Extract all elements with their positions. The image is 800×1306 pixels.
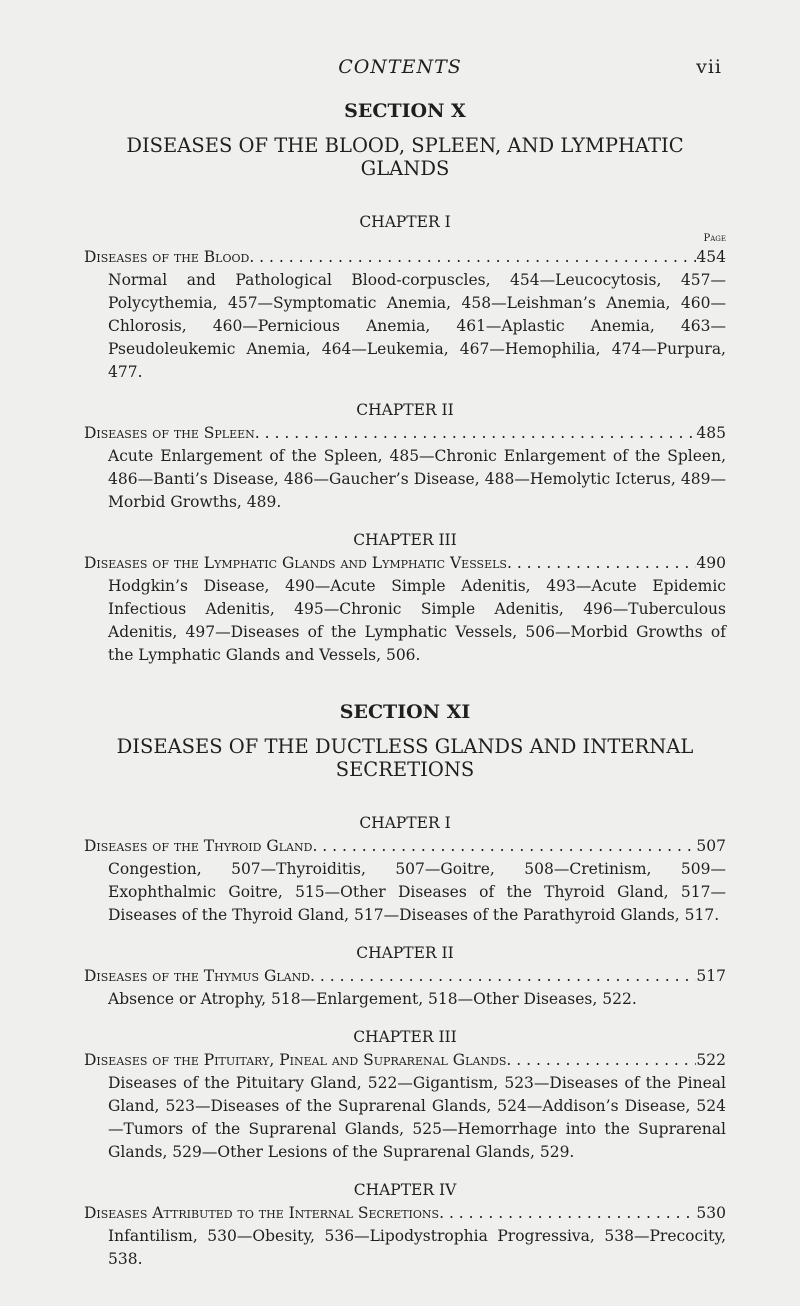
leader-dots (310, 965, 696, 988)
toc-entry-title: Diseases of the Pituitary, Pineal and Suprarenal Glands (84, 1051, 507, 1069)
chapter-heading: CHAPTER I (359, 814, 451, 832)
chapter-description: Hodgkin’s Disease, 490—Acute Simple Adenitis, 493—Acute Epidemic Infectious Adenitis, 495—Chronic Simple Adenitis, 496—Tuberculous Adenitis, 497—Diseases of the Lymphatic Vessels, 506—Morbid Growths of the Lymphatic Glands and Vessels, 506. (108, 577, 726, 664)
chapter-heading: CHAPTER IV (353, 1181, 457, 1199)
leader-dots (439, 1202, 696, 1225)
toc-entry-title: Diseases Attributed to the Internal Secretions (84, 1204, 440, 1222)
toc-entry-title: Diseases of the Blood (84, 248, 250, 266)
toc-entry-page: 517 (696, 967, 726, 985)
page-column-label: Page (703, 233, 726, 244)
toc-entry-title: Diseases of the Thyroid Gland (84, 837, 313, 855)
leader-dots (506, 1049, 696, 1072)
chapter-heading: CHAPTER II (356, 944, 454, 962)
chapter-heading: CHAPTER III (353, 531, 457, 549)
section-subtitle-line: SECRETIONS (335, 758, 475, 781)
section-subtitle-line: DISEASES OF THE BLOOD, SPLEEN, AND LYMPHATIC (126, 134, 684, 157)
toc-entry[interactable] (84, 422, 726, 445)
running-head-title: CONTENTS (338, 56, 462, 78)
toc-entry-page: 490 (696, 554, 726, 572)
toc-entry-title: Diseases of the Thymus Gland (84, 967, 311, 985)
toc-entry-title: Diseases of the Spleen (84, 424, 255, 442)
section-subtitle-line: DISEASES OF THE DUCTLESS GLANDS AND INTERNAL (116, 735, 694, 758)
toc-entry-title: Diseases of the Lymphatic Glands and Lymphatic Vessels (84, 554, 507, 572)
toc-entry-page: 522 (696, 1051, 726, 1069)
toc-entry-page: 485 (696, 424, 726, 442)
toc-entry-page: 454 (696, 248, 726, 266)
leader-dots (312, 835, 696, 858)
chapter-description: Acute Enlargement of the Spleen, 485—Chronic Enlargement of the Spleen, 486—Banti’s Disease, 486—Gaucher’s Disease, 488—Hemolytic Icterus, 489—Morbid Growths, 489. (108, 447, 726, 511)
section-subtitle (84, 735, 726, 781)
toc-entry-page: 507 (696, 837, 726, 855)
toc-entry[interactable] (84, 965, 726, 988)
section-subtitle-line: GLANDS (360, 157, 450, 180)
chapter-heading: CHAPTER III (353, 1028, 457, 1046)
contents-body (84, 96, 726, 1271)
chapter-heading: CHAPTER II (356, 401, 454, 419)
chapter-description: Normal and Pathological Blood-corpuscles, 454—Leucocytosis, 457—Polycythemia, 457—Symptomatic Anemia, 458—Leishman’s Anemia, 460—Chlorosis, 460—Pernicious Anemia, 461—Aplastic Anemia, 463—Pseudoleukemic Anemia, 464—Leukemia, 467—Hemophilia, 474—Purpura, 477. (108, 271, 726, 381)
page-number: vii (696, 56, 722, 78)
toc-entry-page: 530 (696, 1204, 726, 1222)
section-heading: SECTION XI (339, 701, 471, 723)
toc-entry[interactable] (84, 1049, 726, 1072)
running-head (0, 56, 800, 80)
chapter-description: Congestion, 507—Thyroiditis, 507—Goitre, 508—Cretinism, 509—Exophthalmic Goitre, 515—Other Diseases of the Thyroid Gland, 517—Diseases of the Thyroid Gland, 517—Diseases of the Parathyroid Glands, 517. (108, 860, 726, 924)
chapter-description: Infantilism, 530—Obesity, 536—Lipodystrophia Progressiva, 538—Precocity, 538. (108, 1227, 726, 1268)
toc-entry[interactable] (84, 1202, 726, 1225)
toc-entry[interactable] (84, 246, 726, 269)
chapter-heading: CHAPTER I (359, 213, 451, 231)
chapter-description: Absence or Atrophy, 518—Enlargement, 518—Other Diseases, 522. (108, 990, 637, 1008)
chapter-description: Diseases of the Pituitary Gland, 522—Gigantism, 523—Diseases of the Pineal Gland, 523—Diseases of the Suprarenal Glands, 524—Addison’s Disease, 524—Tumors of the Suprarenal Glands, 525—Hemorrhage into the Suprarenal Glands, 529—Other Lesions of the Suprarenal Glands, 529. (108, 1074, 726, 1161)
leader-dots (255, 422, 697, 445)
leader-dots (249, 246, 696, 269)
section-heading: SECTION X (344, 100, 466, 122)
toc-entry[interactable] (84, 835, 726, 858)
section-subtitle (84, 134, 726, 180)
toc-entry[interactable] (84, 552, 726, 575)
leader-dots (507, 552, 696, 575)
